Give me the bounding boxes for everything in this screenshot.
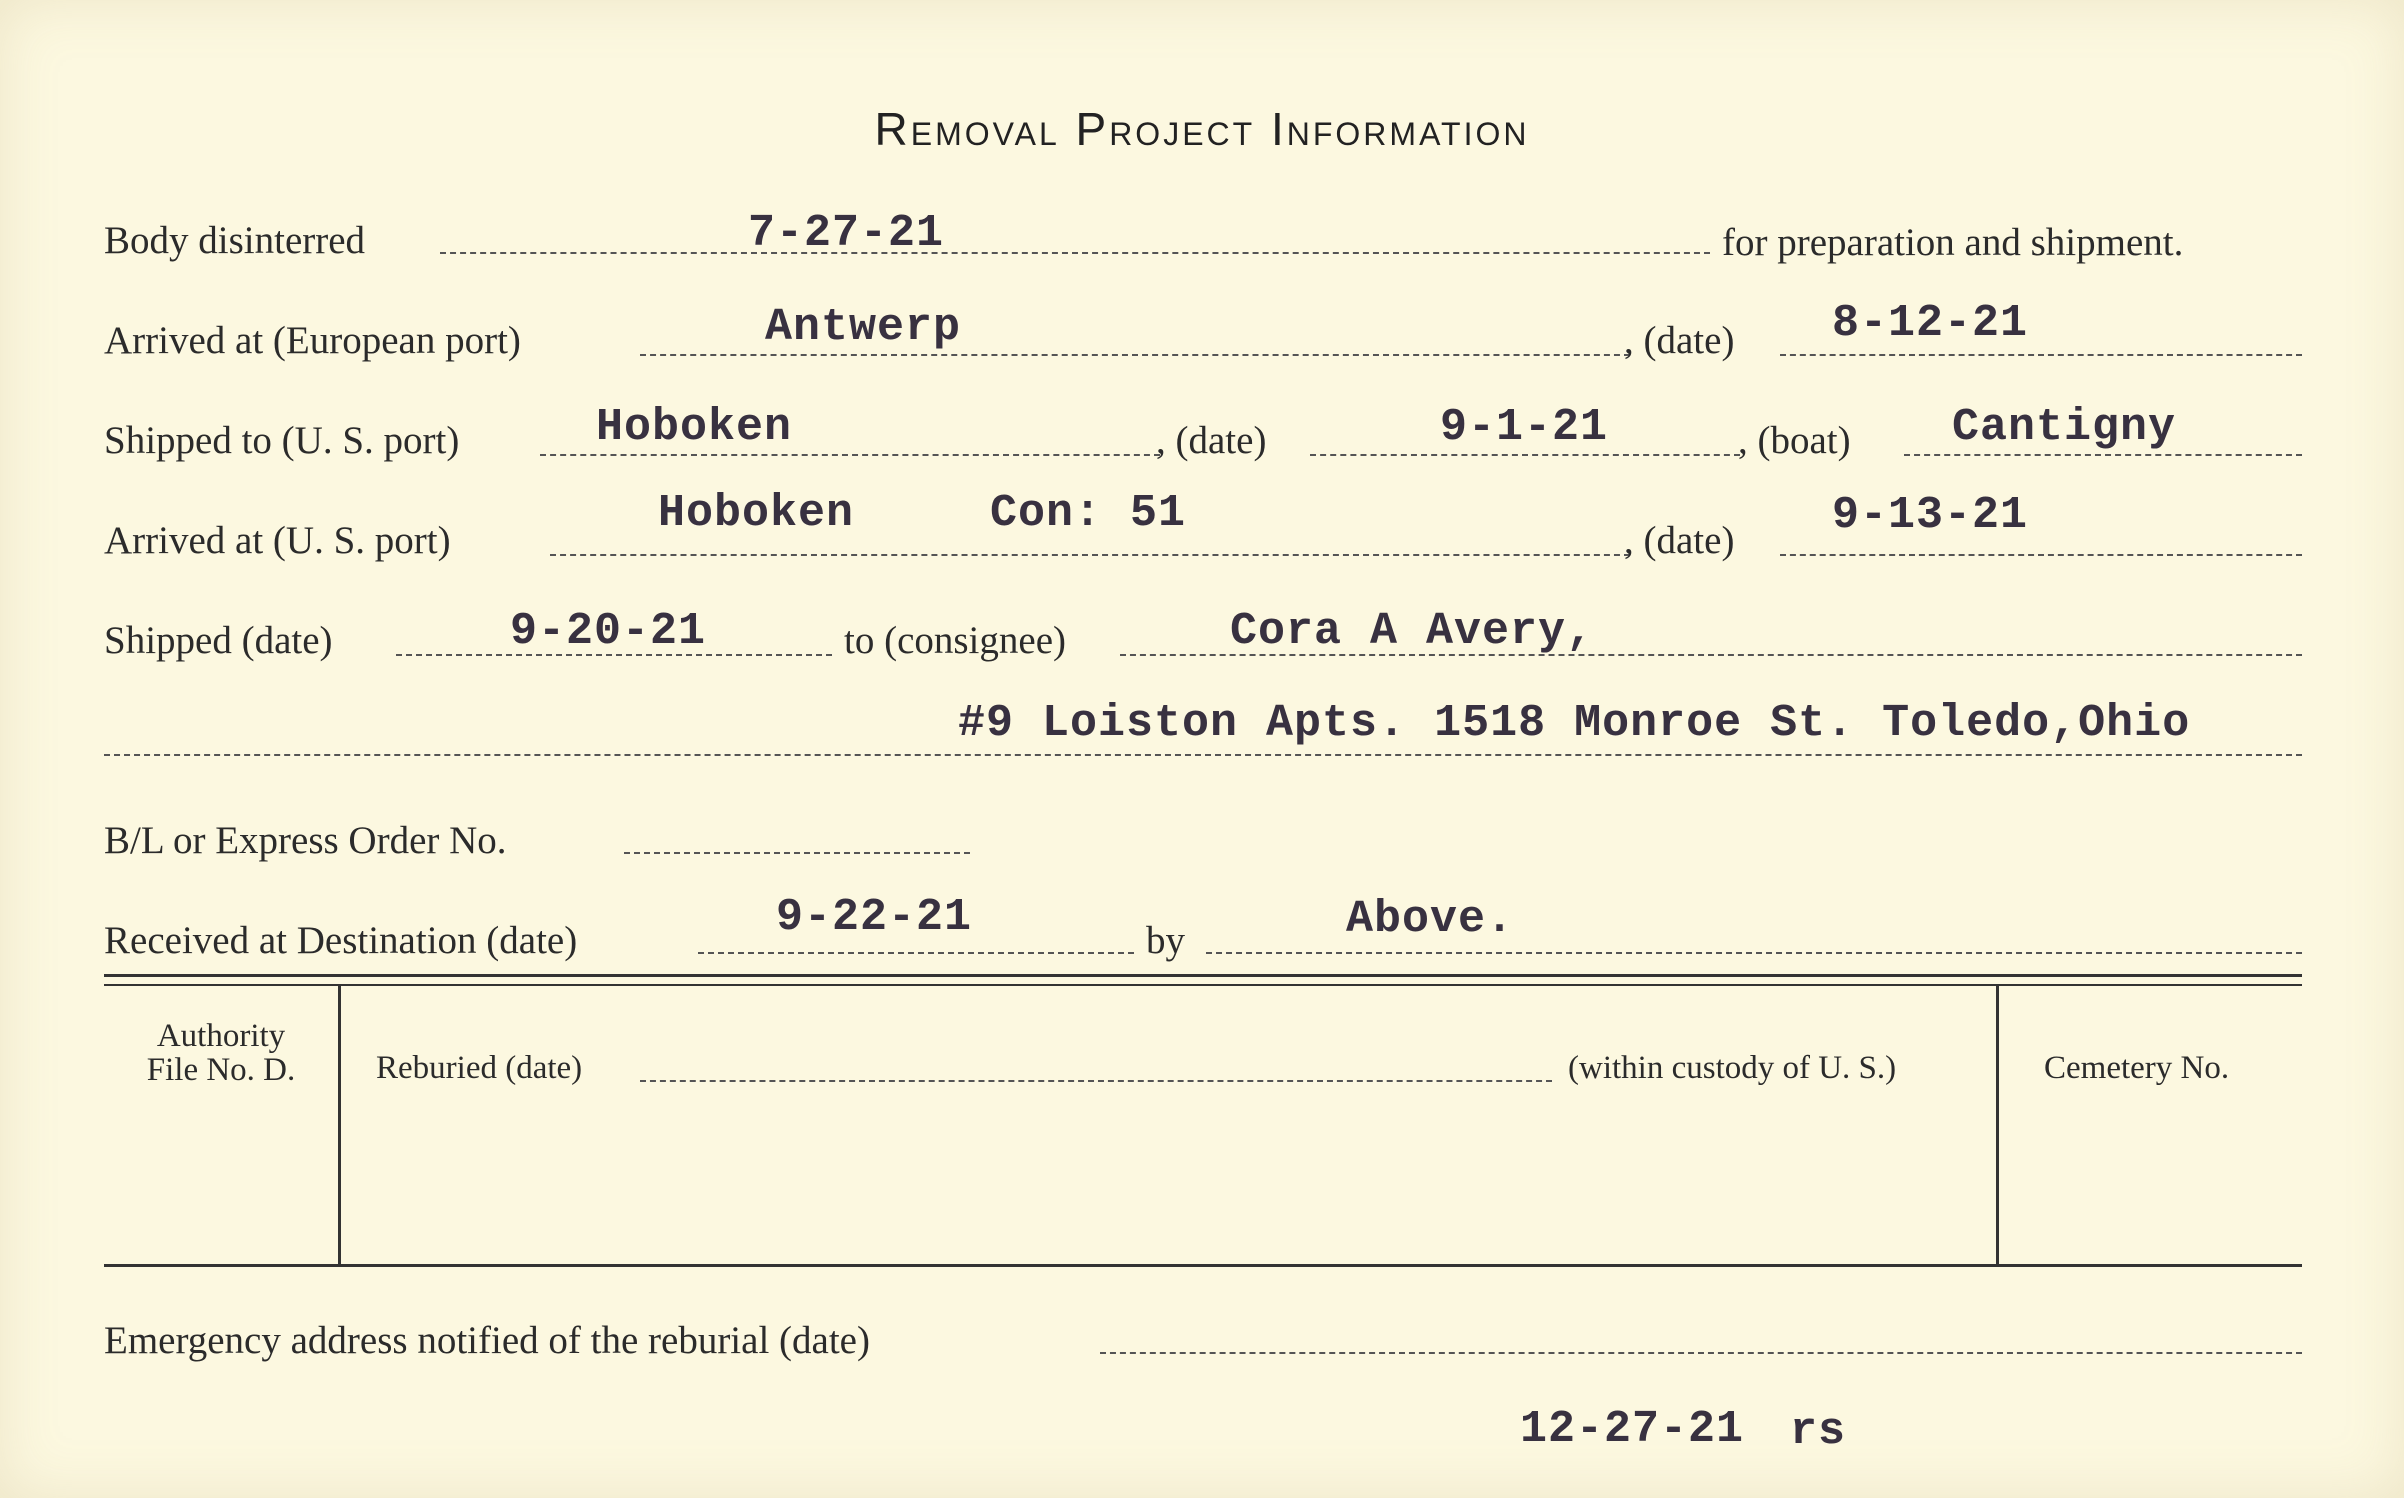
us-ship-line [540,454,1160,456]
bl-line [624,852,970,854]
us-ship-date-line [1310,454,1740,456]
date-stamp: 12-27-21 [1520,1404,1745,1455]
disinterred-label: Body disinterred [104,219,366,262]
con-value: Con: 51 [990,488,1187,539]
consignee-label: to (consignee) [844,619,1067,662]
euro-port-label: Arrived at (European port) [104,319,521,362]
reburied-line [640,1080,1552,1082]
disinterred-suffix: for preparation and shipment. [1722,221,2184,264]
shipped-label: Shipped (date) [104,619,333,662]
boat-value: Cantigny [1952,402,2177,453]
emergency-label: Emergency address notified of the reburial (date) [104,1319,870,1362]
box-bottom-rule [104,1264,2302,1267]
consignee-value: Cora A Avery, [1230,606,1595,657]
us-ship-label: Shipped to (U. S. port) [104,419,460,462]
page-title: Removal Project Information [874,103,1530,155]
by-line [1206,952,2302,954]
received-label: Received at Destination (date) [104,919,578,962]
us-ship-value: Hoboken [596,402,793,453]
us-arrive-line [550,554,1630,556]
us-arrive-date-line [1780,554,2302,556]
received-line [698,952,1134,954]
boat-line [1904,454,2302,456]
box-top-rule-inner [104,984,2302,986]
us-arrive-date-label: , (date) [1624,519,1735,562]
authority-label: Authority [156,1018,286,1054]
us-arrive-date-value: 9-13-21 [1832,490,2029,541]
us-arrive-value: Hoboken [658,488,855,539]
euro-port-value: Antwerp [765,302,962,353]
euro-date-label: , (date) [1624,319,1735,362]
box-top-rule [104,974,2302,977]
euro-date-line [1780,354,2302,356]
boat-label: , (boat) [1738,419,1851,462]
reburied-label: Reburied (date) [376,1050,583,1086]
bl-label: B/L or Express Order No. [104,819,507,862]
by-label: by [1146,919,1185,962]
shipped-value: 9-20-21 [510,606,707,657]
authority-file-label: File No. D. [146,1052,296,1088]
address-line [104,754,2302,756]
box-divider-left [338,986,341,1264]
custody-label: (within custody of U. S.) [1568,1050,1897,1086]
disinterred-line [440,252,1710,254]
euro-port-line [640,354,1630,356]
cemetery-label: Cemetery No. [2044,1050,2230,1086]
us-ship-date-label: , (date) [1156,419,1267,462]
initials: rs [1790,1406,1847,1457]
received-value: 9-22-21 [776,892,973,943]
by-value: Above. [1346,894,1515,945]
us-arrive-label: Arrived at (U. S. port) [104,519,451,562]
box-divider-right [1996,986,1999,1264]
us-ship-date-value: 9-1-21 [1440,402,1609,453]
emergency-line [1100,1352,2302,1354]
disinterred-value: 7-27-21 [748,208,945,259]
address-value: #9 Loiston Apts. 1518 Monroe St. Toledo,Ohio [958,698,2191,749]
euro-date-value: 8-12-21 [1832,298,2029,349]
